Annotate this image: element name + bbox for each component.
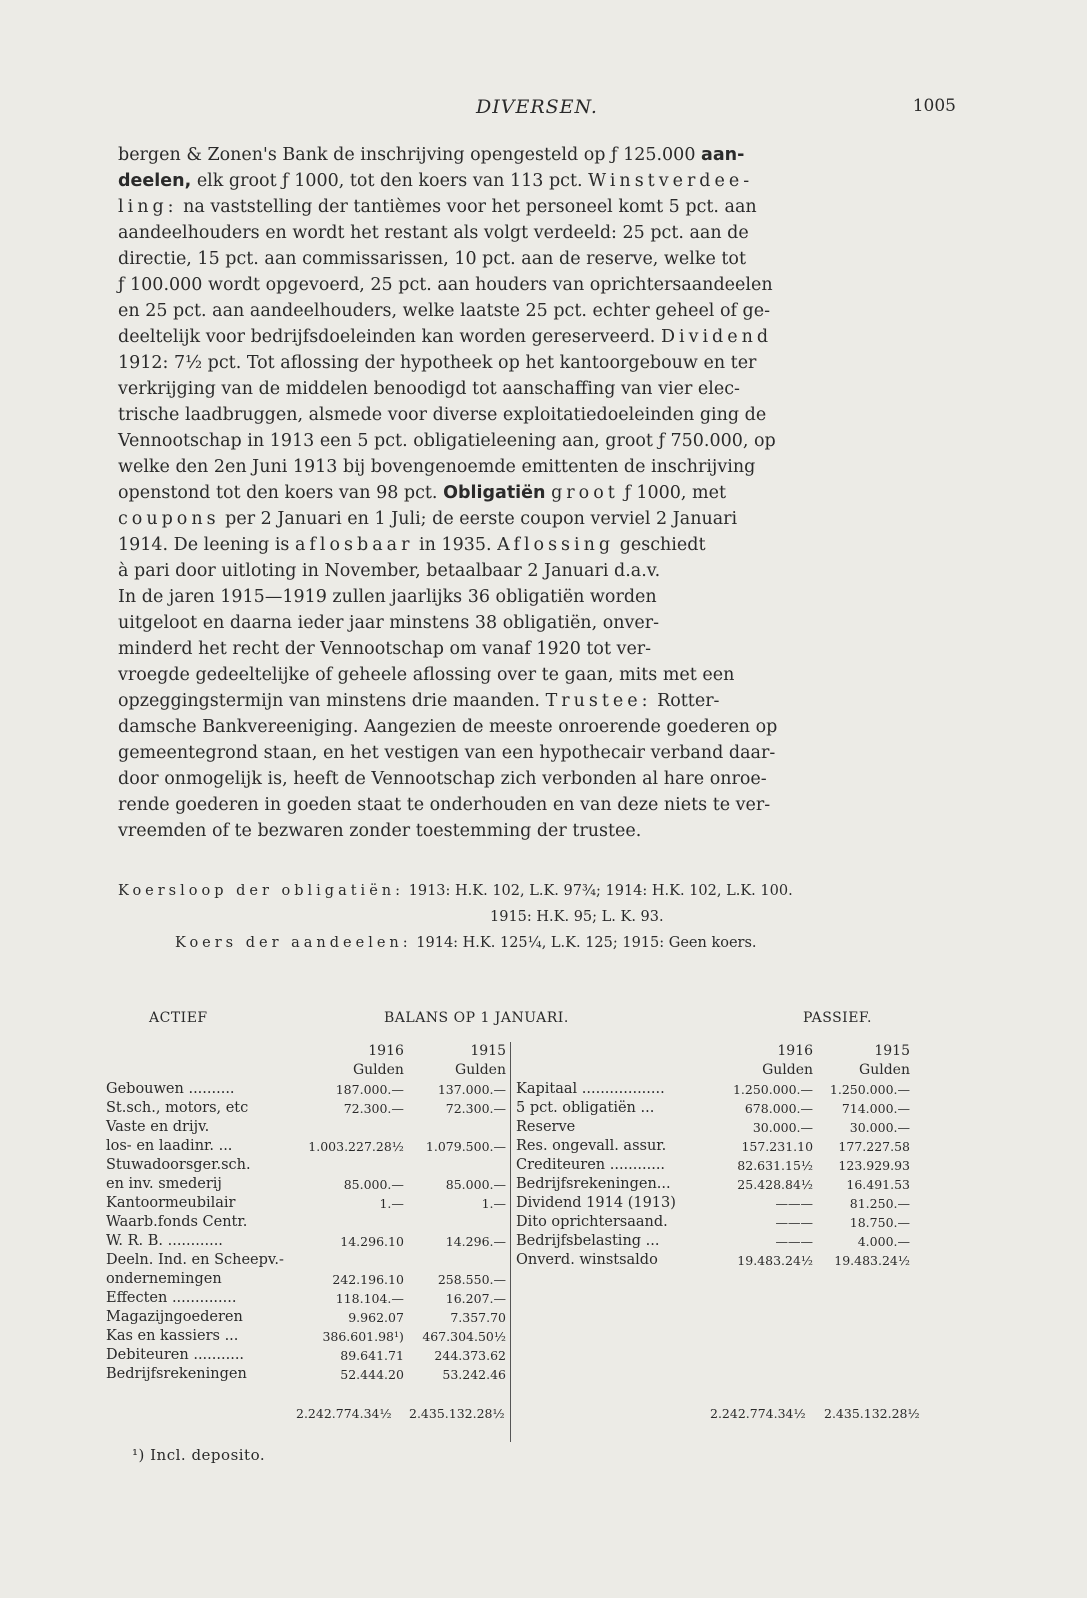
value-1916: 25.428.84½ xyxy=(737,1177,814,1192)
row-label: Bedrijfsrekeningen xyxy=(106,1366,247,1382)
text-line: bergen & Zonen's Bank de inschrijving opengesteld op ƒ 125.000 aan- xyxy=(118,145,745,165)
text-line: openstond tot den koers van 98 pct. Obligatiën groot ƒ 1000, met xyxy=(118,483,727,503)
text-line: verkrijging van de middelen benoodigd tot aanschaffing van vier elec- xyxy=(118,379,740,399)
table-row xyxy=(106,1344,506,1363)
text-line: door onmogelijk is, heeft de Vennootschap zich verbonden al hare onroe- xyxy=(118,769,767,789)
row-label: Effecten .............. xyxy=(106,1290,237,1306)
page-number: 1005 xyxy=(912,96,956,116)
row-label: Crediteuren ............ xyxy=(516,1157,666,1173)
row-label: Onverd. winstsaldo xyxy=(516,1252,658,1268)
value-1915: 1.079.500.— xyxy=(425,1139,506,1154)
passief-table xyxy=(516,1040,910,1268)
text-line: 1912: 7½ pct. Tot aflossing der hypotheek op het kantoorgebouw en ter xyxy=(118,353,757,373)
table-row xyxy=(516,1116,910,1135)
quotations-block xyxy=(118,883,956,961)
text-line: ling: na vaststelling der tantièmes voor het personeel komt 5 pct. aan xyxy=(118,197,757,217)
table-row xyxy=(106,1097,506,1116)
row-label: Dividend 1914 (1913) xyxy=(516,1195,676,1211)
row-label: Debiteuren ........... xyxy=(106,1347,245,1363)
table-row xyxy=(106,1116,506,1135)
row-label: Res. ongevall. assur. xyxy=(516,1138,667,1154)
text-line: damsche Bankvereeniging. Aangezien de meeste onroerende goederen op xyxy=(118,717,778,737)
value-1915: 81.250.— xyxy=(849,1196,910,1211)
row-label: Bedrijfsrekeningen... xyxy=(516,1176,671,1192)
row-label: Vaste en drijv. xyxy=(106,1119,210,1135)
text-line: coupons per 2 Januari en 1 Juli; de eerste coupon verviel 2 Januari xyxy=(118,509,738,529)
text-line: rende goederen in goeden staat te onderhouden en van deze niets te ver- xyxy=(118,795,771,815)
text-line: directie, 15 pct. aan commissarissen, 10 pct. aan de reserve, welke tot xyxy=(118,249,746,269)
passief-label: PASSIEF. xyxy=(803,1010,872,1026)
actief-table xyxy=(106,1040,506,1382)
value-1915: 85.000.— xyxy=(445,1177,506,1192)
value-1915: 4.000.— xyxy=(857,1234,910,1249)
row-label: Kantoormeubilair xyxy=(106,1195,236,1211)
column-year-row: 1916 1915 xyxy=(777,1043,910,1059)
table-row xyxy=(106,1173,506,1192)
value-1915: 244.373.62 xyxy=(434,1348,506,1363)
value-1916 xyxy=(304,1249,404,1268)
value-1916: 386.601.98¹) xyxy=(322,1329,404,1344)
value-1916: 678.000.— xyxy=(744,1101,814,1116)
text-line: ƒ 100.000 wordt opgevoerd, 25 pct. aan houders van oprichtersaandeelen xyxy=(118,275,773,295)
actief-label: ACTIEF xyxy=(149,1010,208,1026)
value-1915: 18.750.— xyxy=(849,1215,910,1230)
value-1915: 16.491.53 xyxy=(846,1177,910,1192)
running-title: DIVERSEN. xyxy=(476,96,598,118)
text-line: welke den 2en Juni 1913 bij bovengenoemde emittenten de inschrijving xyxy=(118,457,756,477)
text-line: opzeggingstermijn van minstens drie maanden. Trustee: Rotter- xyxy=(118,691,720,711)
row-label: los- en laadinr. ... xyxy=(106,1138,233,1154)
value-1916: 9.962.07 xyxy=(348,1310,404,1325)
value-1916: 1.— xyxy=(379,1196,404,1211)
text-line: aandeelhouders en wordt het restant als volgt verdeeld: 25 pct. aan de xyxy=(118,223,749,243)
text-line: 1914. De leening is aflosbaar in 1935. Aflossing geschiedt xyxy=(118,535,706,555)
row-label: Waarb.fonds Centr. xyxy=(106,1214,248,1230)
value-1916: 89.641.71 xyxy=(340,1348,404,1363)
table-row xyxy=(106,1268,506,1287)
value-1915: 177.227.58 xyxy=(838,1139,910,1154)
value-1916: ——— xyxy=(775,1196,814,1211)
table-row xyxy=(106,1154,506,1173)
footnote: ¹) Incl. deposito. xyxy=(132,1446,266,1464)
value-1916: ——— xyxy=(775,1234,814,1249)
value-1915: 1.— xyxy=(481,1196,506,1211)
value-1915: 14.296.— xyxy=(445,1234,506,1249)
text-line: à pari door uitloting in November, betaalbaar 2 Januari d.a.v. xyxy=(118,561,661,581)
table-row xyxy=(106,1306,506,1325)
table-row xyxy=(516,1097,910,1116)
column-year-row: 1916 1915 xyxy=(368,1043,506,1059)
table-row xyxy=(516,1078,910,1097)
value-1916: 30.000.— xyxy=(752,1120,814,1135)
row-label: Kas en kassiers ... xyxy=(106,1328,239,1344)
table-row xyxy=(106,1078,506,1097)
row-label: 5 pct. obligatiën ... xyxy=(516,1100,655,1116)
table-row xyxy=(106,1287,506,1306)
table-row xyxy=(516,1230,910,1249)
table-row xyxy=(106,1325,506,1344)
value-1916: 187.000.— xyxy=(335,1082,404,1097)
row-label: W. R. B. ............ xyxy=(106,1233,223,1249)
value-1915: 72.300.— xyxy=(445,1101,506,1116)
value-1916 xyxy=(304,1116,404,1135)
row-label: Gebouwen .......... xyxy=(106,1081,235,1097)
value-1916: 1.250.000.— xyxy=(732,1082,814,1097)
table-row xyxy=(516,1211,910,1230)
value-1916: 157.231.10 xyxy=(741,1139,814,1154)
value-1915: 467.304.50½ xyxy=(422,1329,506,1344)
value-1916: 14.296.10 xyxy=(340,1234,404,1249)
value-1915: 1.250.000.— xyxy=(829,1082,910,1097)
value-1915 xyxy=(404,1154,506,1173)
table-row xyxy=(516,1192,910,1211)
row-label: Stuwadoorsger.sch. xyxy=(106,1157,251,1173)
text-line: uitgeloot en daarna ieder jaar minstens 38 obligatiën, onver- xyxy=(118,613,660,633)
value-1915: 258.550.— xyxy=(437,1272,506,1287)
value-1915: 16.207.— xyxy=(445,1291,506,1306)
value-1915 xyxy=(404,1249,506,1268)
row-label: Kapitaal .................. xyxy=(516,1081,665,1097)
value-1916: ——— xyxy=(775,1215,814,1230)
text-line: In de jaren 1915—1919 zullen jaarlijks 36 obligatiën worden xyxy=(118,587,657,607)
actief-total-1916: 2.242.774.34½ xyxy=(296,1406,392,1421)
value-1916: 242.196.10 xyxy=(332,1272,404,1287)
text-line: deeltelijk voor bedrijfsdoeleinden kan worden gereserveerd. Dividend xyxy=(118,327,773,347)
table-row xyxy=(106,1230,506,1249)
row-label: Deeln. Ind. en Scheepv.- xyxy=(106,1252,284,1268)
bond-quotes-line-2: 1915: H.K. 95; L. K. 93. xyxy=(490,909,664,925)
row-label: Reserve xyxy=(516,1119,576,1135)
page-header xyxy=(118,96,956,126)
table-row xyxy=(106,1363,506,1382)
value-1916 xyxy=(304,1211,404,1230)
text-line: vreemden of te bezwaren zonder toestemming der trustee. xyxy=(118,821,642,841)
passief-total-1915: 2.435.132.28½ xyxy=(824,1406,920,1421)
text-line: minderd het recht der Vennootschap om vanaf 1920 tot ver- xyxy=(118,639,652,659)
table-row xyxy=(516,1135,910,1154)
value-1916: 85.000.— xyxy=(343,1177,404,1192)
table-row xyxy=(516,1173,910,1192)
balance-sheet-heading xyxy=(0,1010,1087,1030)
value-1915 xyxy=(404,1211,506,1230)
share-quotes-line: Koers der aandeelen: 1914: H.K. 125¼, L.K. 125; 1915: Geen koers. xyxy=(175,935,757,951)
table-row xyxy=(106,1135,506,1154)
text-line: gemeentegrond staan, en het vestigen van een hypothecair verband daar- xyxy=(118,743,776,763)
column-unit-row: Gulden Gulden xyxy=(762,1062,910,1078)
passief-total-1916: 2.242.774.34½ xyxy=(710,1406,806,1421)
value-1916: 82.631.15½ xyxy=(737,1158,814,1173)
column-divider xyxy=(510,1042,511,1442)
actief-total-1915: 2.435.132.28½ xyxy=(409,1406,505,1421)
value-1915: 53.242.46 xyxy=(442,1367,506,1382)
value-1916: 52.444.20 xyxy=(340,1367,404,1382)
value-1915: 714.000.— xyxy=(841,1101,910,1116)
table-row xyxy=(106,1211,506,1230)
bond-quotes-line: Koersloop der obligatiën: 1913: H.K. 102, L.K. 97¾; 1914: H.K. 102, L.K. 100. xyxy=(118,883,793,899)
value-1916: 118.104.— xyxy=(335,1291,404,1306)
text-line: en 25 pct. aan aandeelhouders, welke laatste 25 pct. echter geheel of ge- xyxy=(118,301,771,321)
table-row xyxy=(106,1249,506,1268)
table-row xyxy=(516,1249,910,1268)
row-label: St.sch., motors, etc xyxy=(106,1100,249,1116)
value-1916: 1.003.227.28½ xyxy=(308,1139,404,1154)
value-1916: 72.300.— xyxy=(343,1101,404,1116)
row-label: Bedrijfsbelasting ... xyxy=(516,1233,660,1249)
row-label: Magazijngoederen xyxy=(106,1309,243,1325)
value-1915: 19.483.24½ xyxy=(834,1253,910,1268)
row-label: ondernemingen xyxy=(106,1271,222,1287)
text-line: trische laadbruggen, alsmede voor diverse exploitatiedoeleinden ging de xyxy=(118,405,767,425)
value-1915: 30.000.— xyxy=(849,1120,910,1135)
text-line: deelen, elk groot ƒ 1000, tot den koers van 113 pct. Winstverdee- xyxy=(118,171,754,191)
value-1915: 7.357.70 xyxy=(450,1310,506,1325)
value-1915 xyxy=(404,1116,506,1135)
body-paragraph xyxy=(118,142,956,844)
text-line: Vennootschap in 1913 een 5 pct. obligatieleening aan, groot ƒ 750.000, op xyxy=(118,431,776,451)
value-1916: 19.483.24½ xyxy=(737,1253,814,1268)
table-row xyxy=(106,1192,506,1211)
row-label: Dito oprichtersaand. xyxy=(516,1214,668,1230)
value-1915: 137.000.— xyxy=(437,1082,506,1097)
value-1916 xyxy=(304,1154,404,1173)
table-row xyxy=(516,1154,910,1173)
balance-title: BALANS OP 1 JANUARI. xyxy=(384,1010,569,1026)
text-line: vroegde gedeeltelijke of geheele aflossing over te gaan, mits met een xyxy=(118,665,735,685)
row-label: en inv. smederij xyxy=(106,1176,222,1192)
column-unit-row: Gulden Gulden xyxy=(352,1062,506,1078)
value-1915: 123.929.93 xyxy=(838,1158,910,1173)
